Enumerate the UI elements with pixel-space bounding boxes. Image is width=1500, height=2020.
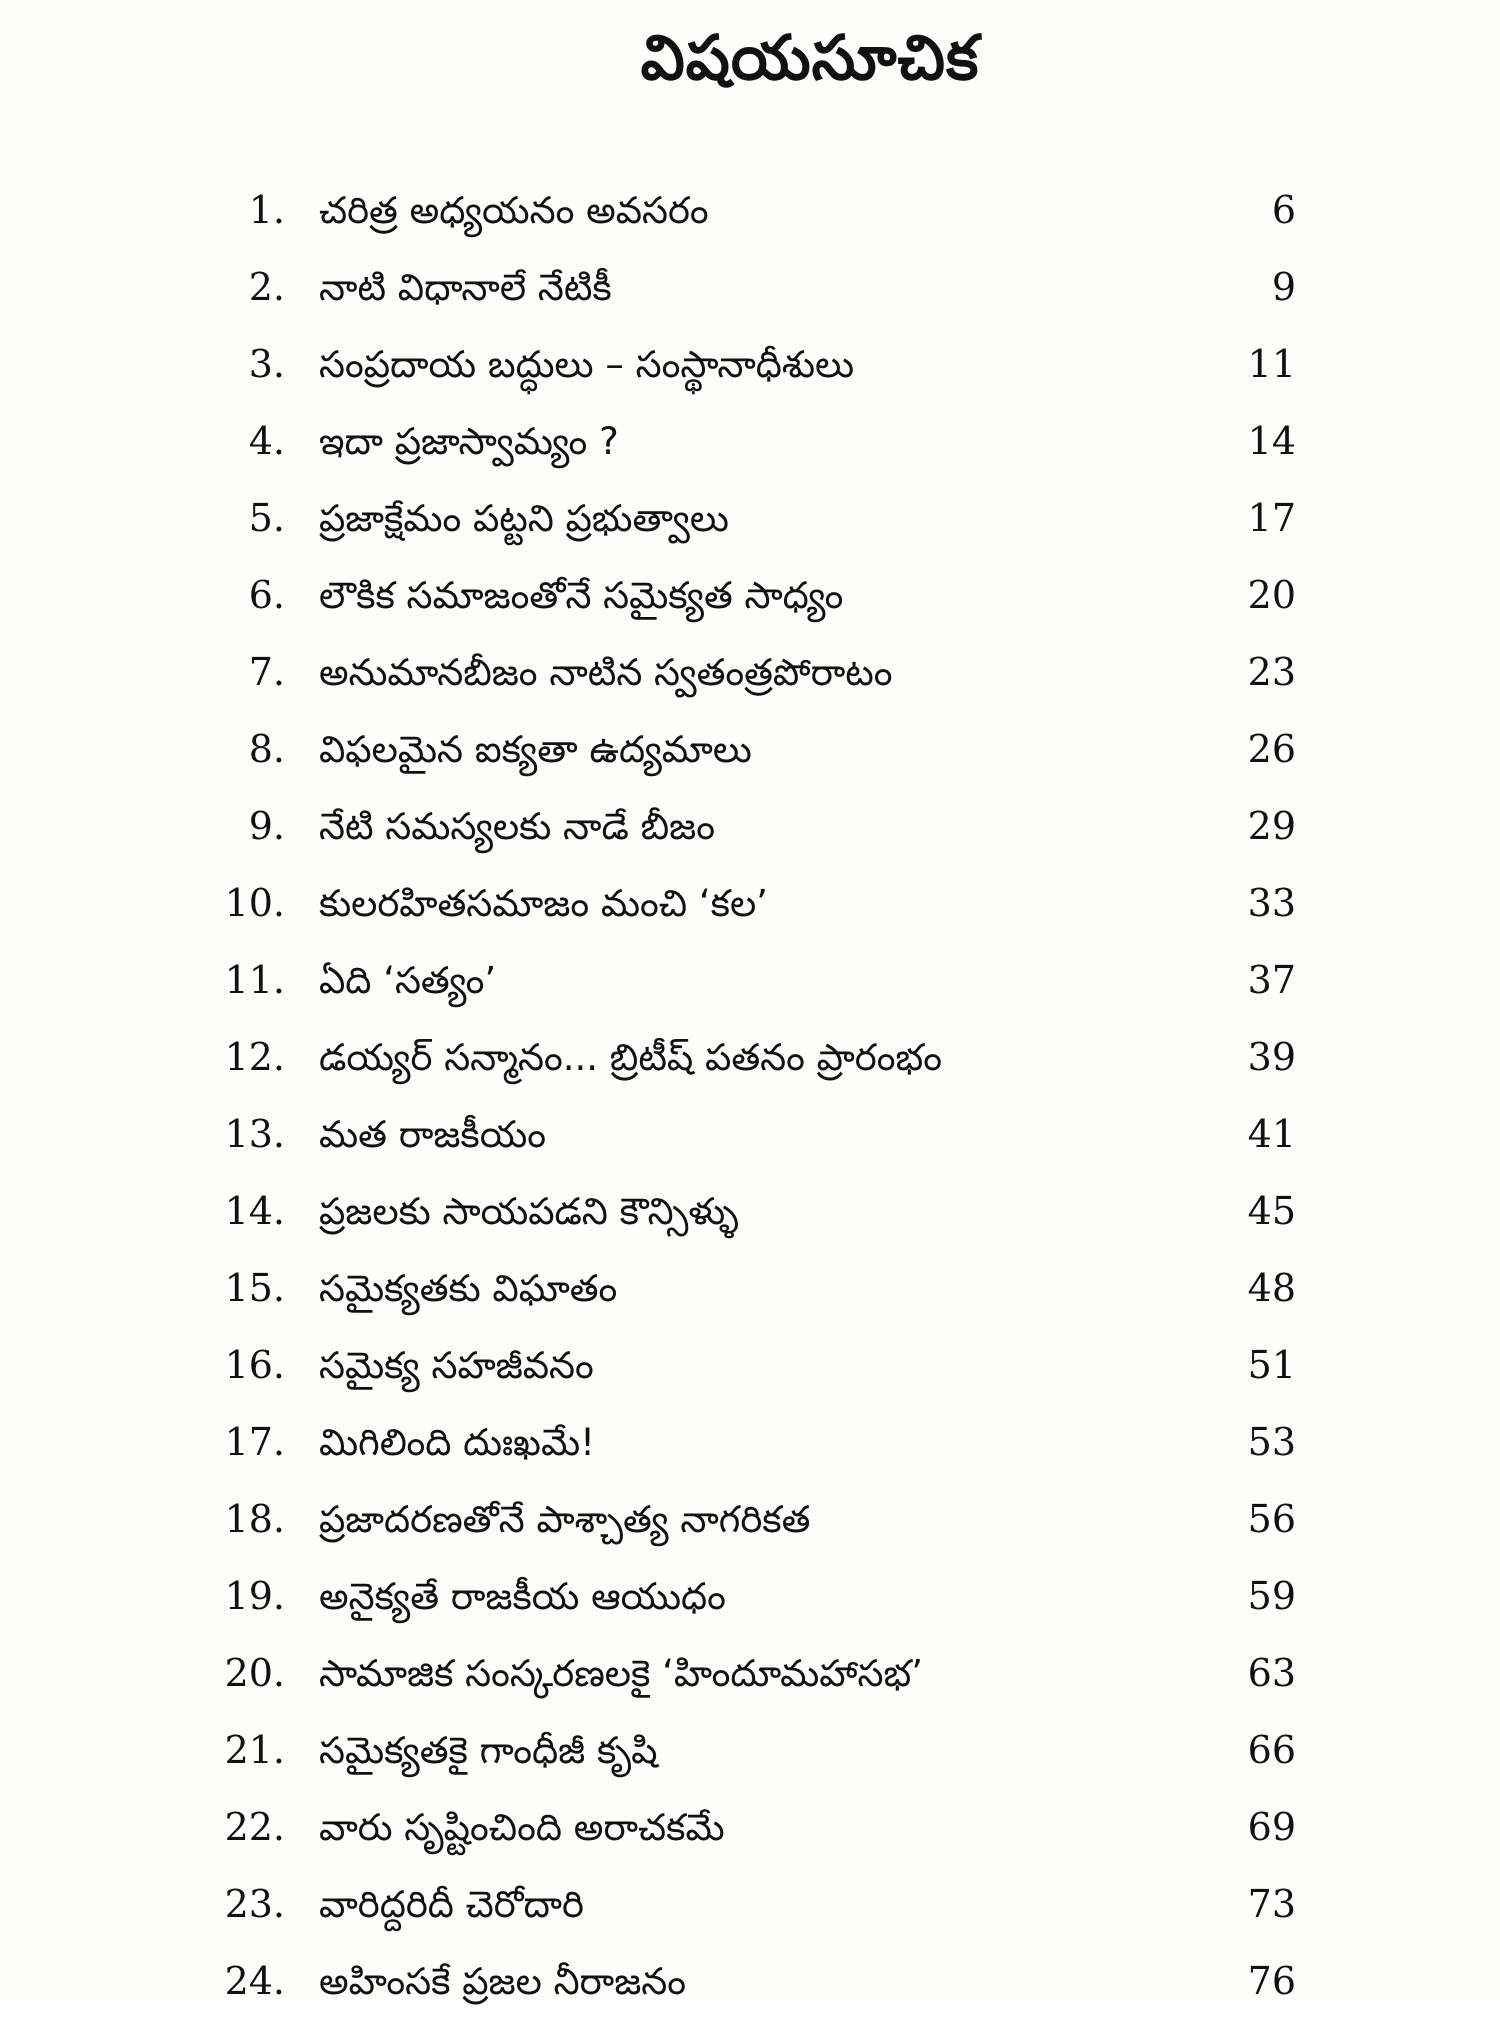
toc-entry — [200, 1789, 1320, 1866]
toc-entry-title: కులరహితసమాజం మంచి ‘కల’ — [319, 882, 768, 925]
toc-entry-title: సంప్రదాయ బద్ధులు – సంస్థానాధీశులు — [319, 343, 855, 386]
toc-entry-number: 24. — [224, 1959, 285, 2003]
toc-entry-number: 4. — [248, 419, 285, 463]
toc-entry — [200, 557, 1320, 634]
toc-entry-page-number: 37 — [1247, 958, 1296, 1002]
toc-entry-title: నేటి సమస్యలకు నాడే బీజం — [319, 805, 715, 848]
toc-entry-title: డయ్యర్ సన్మానం... బ్రిటీష్ పతనం ప్రారంభం — [319, 1036, 942, 1079]
toc-entry-page-number: 56 — [1247, 1497, 1296, 1541]
toc-entry-title: విఫలమైన ఐక్యతా ఉద్యమాలు — [319, 728, 752, 771]
toc-entry — [200, 788, 1320, 865]
toc-entry-page-number: 23 — [1247, 650, 1296, 694]
toc-entry-title: ఇదా ప్రజాస్వామ్యం ? — [319, 420, 619, 463]
toc-entry — [200, 326, 1320, 403]
toc-entry — [200, 403, 1320, 480]
toc-entry-number: 1. — [248, 188, 285, 232]
toc-entry-number: 6. — [248, 573, 285, 617]
toc-entry-title: మిగిలింది దుఃఖమే! — [319, 1421, 595, 1464]
toc-entry-number: 9. — [248, 804, 285, 848]
toc-entry-page-number: 39 — [1247, 1035, 1296, 1079]
toc-entry-title: సామాజిక సంస్కరణలకై ‘హిందూమహాసభ’ — [319, 1652, 923, 1695]
toc-entry-number: 22. — [224, 1805, 285, 1849]
toc-entry-number: 15. — [224, 1266, 285, 1310]
toc-entry — [200, 1635, 1320, 1712]
toc-entry-page-number: 63 — [1247, 1651, 1296, 1695]
toc-entry-page-number: 20 — [1247, 573, 1296, 617]
table-of-contents — [200, 172, 1320, 2020]
toc-entry-title: అహింసకే ప్రజల నీరాజనం — [319, 1960, 686, 2003]
toc-entry-page-number: 6 — [1271, 188, 1296, 232]
toc-entry — [200, 1943, 1320, 2020]
toc-entry-title: ప్రజాదరణతోనే పాశ్చాత్య నాగరికత — [319, 1498, 811, 1541]
toc-entry-title: సమైక్యతకు విఘాతం — [319, 1267, 618, 1310]
toc-entry — [200, 1404, 1320, 1481]
toc-entry-page-number: 9 — [1271, 265, 1296, 309]
toc-entry-page-number: 59 — [1247, 1574, 1296, 1618]
toc-entry-page-number: 69 — [1247, 1805, 1296, 1849]
toc-entry-title: లౌకిక సమాజంతోనే సమైక్యత సాధ్యం — [319, 574, 844, 617]
toc-entry-title: మత రాజకీయం — [319, 1113, 547, 1156]
toc-entry-title: ప్రజలకు సాయపడని కౌన్సిళ్ళు — [319, 1190, 739, 1233]
toc-entry-page-number: 48 — [1247, 1266, 1296, 1310]
toc-entry-title: ఏది ‘సత్యం’ — [319, 959, 497, 1002]
toc-entry-number: 5. — [248, 496, 285, 540]
toc-entry — [200, 1250, 1320, 1327]
toc-entry-number: 16. — [224, 1343, 285, 1387]
toc-entry-page-number: 17 — [1247, 496, 1296, 540]
toc-entry-number: 19. — [224, 1574, 285, 1618]
toc-entry-number: 21. — [224, 1728, 285, 1772]
toc-entry-number: 18. — [224, 1497, 285, 1541]
toc-entry — [200, 1558, 1320, 1635]
toc-entry — [200, 1327, 1320, 1404]
toc-entry — [200, 1019, 1320, 1096]
toc-entry-page-number: 11 — [1247, 342, 1296, 386]
toc-entry-number: 13. — [224, 1112, 285, 1156]
toc-entry-page-number: 33 — [1247, 881, 1296, 925]
toc-entry-page-number: 66 — [1247, 1728, 1296, 1772]
toc-entry-number: 17. — [224, 1420, 285, 1464]
toc-entry-page-number: 51 — [1247, 1343, 1296, 1387]
toc-entry-title: ప్రజాక్షేమం పట్టని ప్రభుత్వాలు — [319, 497, 729, 540]
toc-entry — [200, 942, 1320, 1019]
toc-entry — [200, 1712, 1320, 1789]
toc-entry-number: 23. — [224, 1882, 285, 1926]
toc-entry-page-number: 41 — [1247, 1112, 1296, 1156]
toc-entry-title: సమైక్య సహజీవనం — [319, 1344, 594, 1387]
page-title: విషయసూచిక — [640, 21, 980, 94]
toc-entry-number: 20. — [224, 1651, 285, 1695]
toc-entry-title: అనైక్యతే రాజకీయ ఆయుధం — [319, 1575, 726, 1618]
toc-entry-number: 8. — [248, 727, 285, 771]
toc-entry-page-number: 53 — [1247, 1420, 1296, 1464]
toc-entry — [200, 711, 1320, 788]
toc-entry-title: వారిద్దరిదీ చెరోదారి — [319, 1883, 584, 1926]
toc-entry-number: 12. — [224, 1035, 285, 1079]
toc-entry-number: 10. — [224, 881, 285, 925]
toc-entry — [200, 865, 1320, 942]
toc-entry-page-number: 45 — [1247, 1189, 1296, 1233]
toc-entry — [200, 1096, 1320, 1173]
toc-entry-number: 7. — [248, 650, 285, 694]
toc-entry-title: నాటి విధానాలే నేటికీ — [319, 266, 612, 309]
toc-entry — [200, 480, 1320, 557]
toc-entry-page-number: 14 — [1247, 419, 1296, 463]
toc-entry-title: చరిత్ర అధ్యయనం అవసరం — [319, 189, 709, 232]
toc-entry-number: 14. — [224, 1189, 285, 1233]
toc-entry-number: 11. — [224, 958, 285, 1002]
toc-entry-page-number: 26 — [1247, 727, 1296, 771]
toc-entry-page-number: 76 — [1247, 1959, 1296, 2003]
toc-entry — [200, 1173, 1320, 1250]
toc-entry-number: 2. — [248, 265, 285, 309]
toc-entry-page-number: 73 — [1247, 1882, 1296, 1926]
toc-entry — [200, 634, 1320, 711]
toc-entry-title: సమైక్యతకై గాంధీజీ కృషి — [319, 1729, 658, 1772]
toc-entry-number: 3. — [248, 342, 285, 386]
toc-entry — [200, 249, 1320, 326]
toc-entry-title: అనుమానబీజం నాటిన స్వతంత్రపోరాటం — [319, 651, 893, 694]
toc-entry-title: వారు సృష్టించింది అరాచకమే — [319, 1806, 725, 1849]
toc-entry — [200, 1866, 1320, 1943]
toc-entry-page-number: 29 — [1247, 804, 1296, 848]
toc-entry — [200, 1481, 1320, 1558]
toc-entry — [200, 172, 1320, 249]
